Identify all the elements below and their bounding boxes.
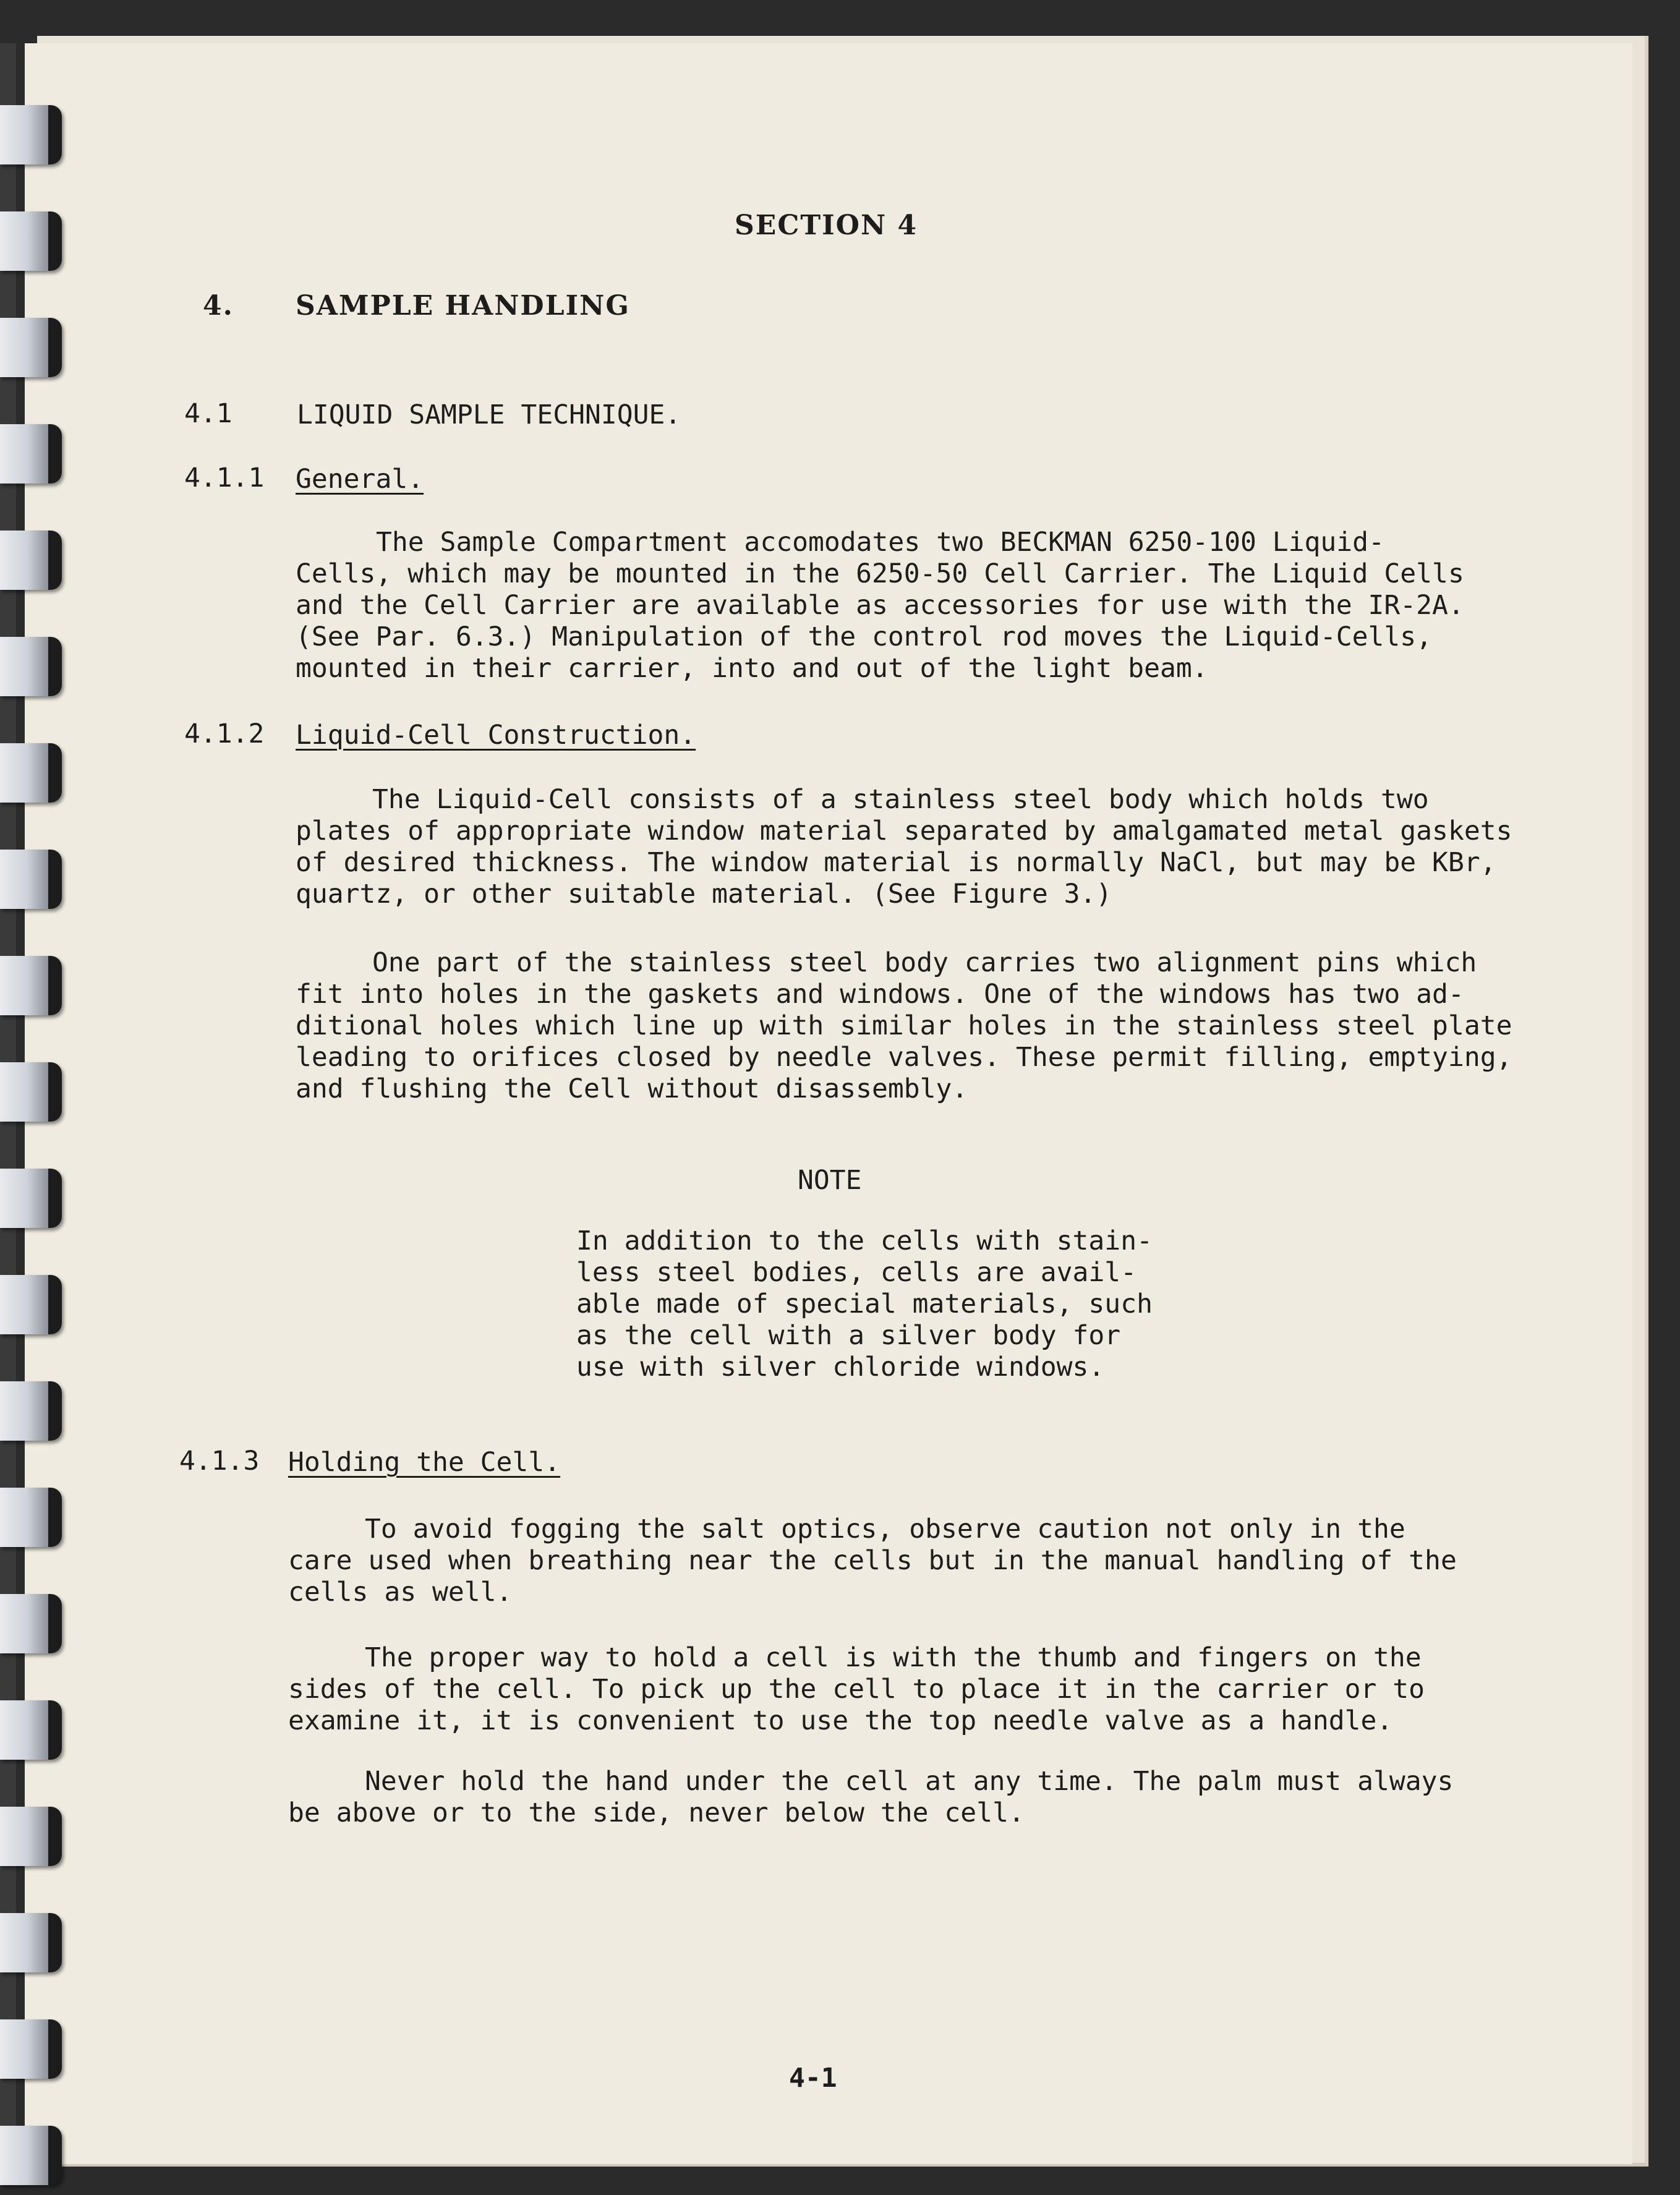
note-body (576, 1225, 1153, 1383)
binding-ring (0, 1594, 62, 1653)
note-heading: NOTE (798, 1165, 862, 1196)
text-line: ditional holes which line up with similar holes in the stainless steel plate (296, 1010, 1512, 1041)
spiral-binding (0, 0, 74, 2195)
subsection-number: 4.1.1 (184, 462, 265, 493)
binding-ring (0, 637, 62, 696)
binding-ring (0, 1381, 62, 1441)
section-title: LIQUID SAMPLE TECHNIQUE. (297, 399, 681, 430)
text-line: mounted in their carrier, into and out of the light beam. (296, 653, 1208, 684)
text-line: be above or to the side, never below the cell. (288, 1797, 1025, 1828)
text-line: less steel bodies, cells are avail- (576, 1257, 1137, 1288)
chapter-number: 4. (203, 290, 234, 322)
binding-ring (0, 743, 62, 803)
text-line: of desired thickness. The window material is normally NaCl, but may be KBr, (296, 847, 1496, 878)
binding-ring (0, 1488, 62, 1547)
text-line: and flushing the Cell without disassembly. (296, 1073, 968, 1104)
paragraph-holding-3 (288, 1766, 1453, 1829)
binding-ring (0, 211, 62, 271)
binding-ring (0, 1062, 62, 1122)
subsection-number: 4.1.2 (184, 718, 265, 749)
binding-ring (0, 424, 62, 484)
binding-ring (0, 850, 62, 909)
paragraph-holding-1 (288, 1514, 1457, 1608)
section-number: 4.1 (184, 398, 232, 429)
chapter-title: SAMPLE HANDLING (296, 290, 630, 322)
subsection-title: Holding the Cell. (288, 1447, 561, 1478)
text-line: care used when breathing near the cells but in the manual handling of the (288, 1545, 1457, 1576)
text-line: able made of special materials, such (576, 1289, 1153, 1319)
text-line: leading to orifices closed by needle valves. These permit filling, emptying, (296, 1042, 1512, 1073)
paragraph-construction-2 (296, 947, 1512, 1105)
text-line: sides of the cell. To pick up the cell to place it in the carrier or to (288, 1674, 1425, 1705)
text-line: quartz, or other suitable material. (See Figure 3.) (296, 879, 1112, 910)
binding-ring (0, 1913, 62, 1972)
subsection-title: General. (296, 464, 424, 495)
binding-ring (0, 2126, 62, 2185)
text-line: examine it, it is convenient to use the top needle valve as a handle. (288, 1705, 1393, 1736)
subsection-number: 4.1.3 (179, 1446, 260, 1477)
text-line: The proper way to hold a cell is with the thumb and fingers on the (365, 1642, 1422, 1673)
text-line: To avoid fogging the salt optics, observe caution not only in the (365, 1514, 1405, 1545)
text-line: Never hold the hand under the cell at any time. The palm must always (365, 1766, 1454, 1797)
binding-ring (0, 1275, 62, 1334)
text-line: fit into holes in the gaskets and windows. One of the windows has two ad- (296, 979, 1464, 1010)
text-line: and the Cell Carrier are available as accessories for use with the IR-2A. (296, 590, 1464, 621)
paragraph-holding-2 (288, 1642, 1425, 1737)
text-line: In addition to the cells with stain- (576, 1225, 1153, 1256)
binding-ring (0, 2019, 62, 2079)
binding-ring (0, 956, 62, 1015)
text-line: plates of appropriate window material separated by amalgamated metal gaskets (296, 816, 1512, 846)
binding-ring (0, 1807, 62, 1866)
section-heading: SECTION 4 (735, 210, 918, 241)
text-line: The Liquid-Cell consists of a stainless steel body which holds two (372, 784, 1429, 815)
binding-ring (0, 1169, 62, 1228)
page-number: 4-1 (789, 2063, 837, 2094)
text-line: use with silver chloride windows. (576, 1352, 1105, 1383)
text-line: as the cell with a silver body for (576, 1320, 1121, 1351)
text-line: Cells, which may be mounted in the 6250-50 Cell Carrier. The Liquid Cells (296, 558, 1464, 589)
text-line: (See Par. 6.3.) Manipulation of the control rod moves the Liquid-Cells, (296, 621, 1433, 652)
text-line: The Sample Compartment accomodates two BECKMAN 6250-100 Liquid- (376, 527, 1384, 558)
subsection-title: Liquid-Cell Construction. (296, 720, 696, 751)
paragraph-general (296, 527, 1464, 684)
binding-ring (0, 1700, 62, 1760)
paragraph-construction-1 (296, 784, 1512, 910)
text-line: One part of the stainless steel body carries two alignment pins which (372, 947, 1477, 978)
text-line: cells as well. (288, 1577, 513, 1608)
binding-ring (0, 531, 62, 590)
binding-ring (0, 318, 62, 377)
binding-ring (0, 105, 62, 164)
